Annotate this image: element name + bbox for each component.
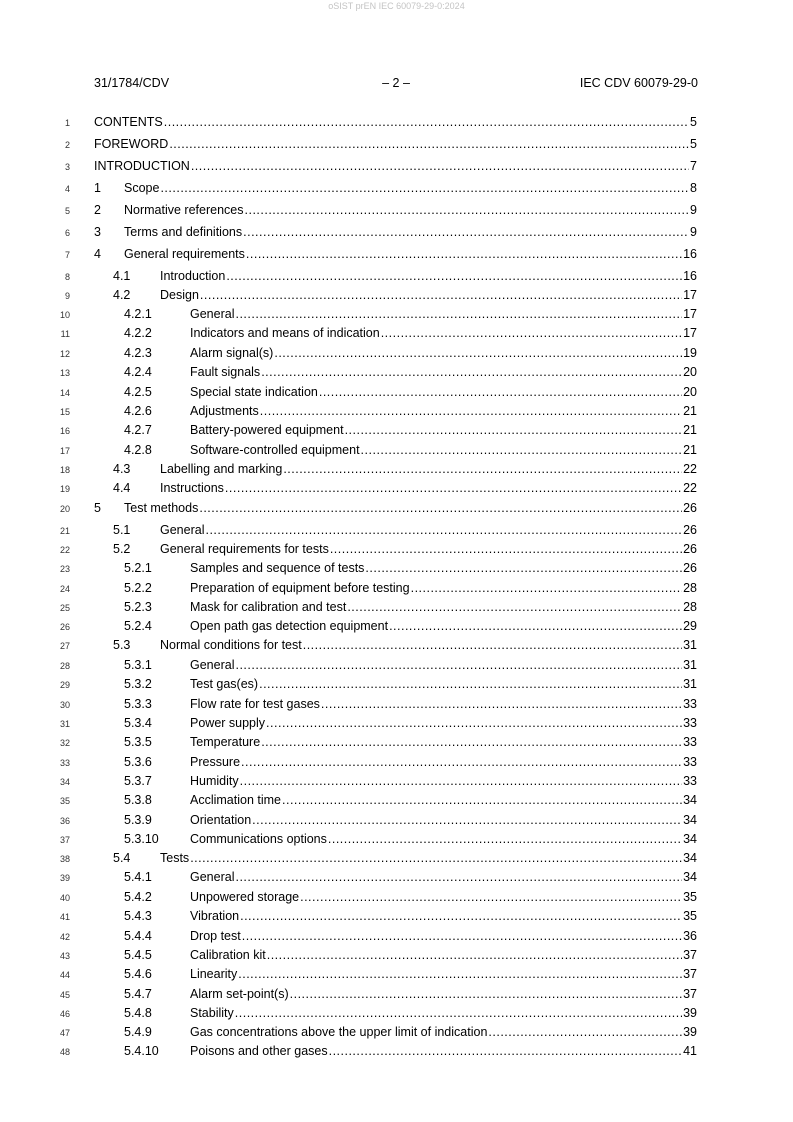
line-number: 26 — [59, 622, 70, 632]
toc-entry[interactable] — [0, 908, 793, 924]
toc-entry[interactable] — [0, 792, 793, 808]
line-number: 6 — [64, 228, 70, 238]
toc-entry[interactable] — [0, 850, 793, 866]
dot-leader — [260, 403, 682, 419]
dot-leader — [160, 180, 689, 196]
toc-entry[interactable] — [0, 986, 793, 1002]
dot-leader — [347, 599, 682, 615]
toc-entry[interactable] — [0, 500, 793, 516]
section-title: Instructions — [160, 481, 224, 495]
line-number: 30 — [59, 700, 70, 710]
toc-entry[interactable] — [0, 657, 793, 673]
page-reference: 31 — [683, 677, 697, 691]
section-number: 4.2.6 — [124, 404, 152, 418]
section-number: 4.2.7 — [124, 423, 152, 437]
dot-leader — [266, 715, 682, 731]
line-number: 28 — [59, 661, 70, 671]
section-title: Introduction — [160, 269, 226, 283]
section-title: Design — [160, 288, 199, 302]
line-number: 42 — [59, 932, 70, 942]
page-reference: 28 — [683, 600, 697, 614]
page-reference: 7 — [690, 159, 697, 173]
line-number: 31 — [59, 719, 70, 729]
toc-entry[interactable] — [0, 461, 793, 477]
dot-leader — [200, 287, 682, 303]
line-number: 41 — [59, 912, 70, 922]
toc-entry[interactable] — [0, 403, 793, 419]
section-title: Fault signals — [190, 365, 261, 379]
line-number: 18 — [59, 465, 70, 475]
page-reference: 26 — [683, 501, 697, 515]
line-number: 5 — [64, 206, 70, 216]
section-number: 5.4.7 — [124, 987, 152, 1001]
toc-entry[interactable] — [0, 773, 793, 789]
page-reference: 31 — [683, 658, 697, 672]
toc-entry[interactable] — [0, 715, 793, 731]
line-number: 44 — [59, 970, 70, 980]
section-title: Vibration — [190, 909, 240, 923]
toc-entry[interactable] — [0, 364, 793, 380]
section-number: 4.3 — [113, 462, 131, 476]
dot-leader — [240, 908, 682, 924]
section-number: 5.3.8 — [124, 793, 152, 807]
section-title: Flow rate for test gases — [190, 697, 320, 711]
page-reference: 37 — [683, 967, 697, 981]
dot-leader — [164, 114, 689, 130]
line-number: 15 — [59, 407, 70, 417]
toc-entry[interactable] — [0, 831, 793, 847]
dot-leader — [199, 500, 682, 516]
page-reference: 19 — [683, 346, 697, 360]
page-reference: 35 — [683, 909, 697, 923]
page-reference: 37 — [683, 948, 697, 962]
section-title: Terms and definitions — [124, 225, 243, 239]
section-number: 2 — [94, 203, 101, 217]
dot-leader — [226, 268, 682, 284]
section-number: 5.3.4 — [124, 716, 152, 730]
section-number: 5.3.10 — [124, 832, 159, 846]
section-title: Drop test — [190, 929, 241, 943]
section-title: Acclimation time — [190, 793, 281, 807]
dot-leader — [241, 754, 682, 770]
dot-leader — [259, 676, 682, 692]
toc-entry[interactable] — [0, 246, 793, 262]
toc-entry[interactable] — [0, 618, 793, 634]
section-title: Tests — [160, 851, 190, 865]
toc-entry[interactable] — [0, 422, 793, 438]
page-reference: 17 — [683, 307, 697, 321]
toc-entry[interactable] — [0, 180, 793, 196]
section-title: Scope — [124, 181, 160, 195]
page-reference: 26 — [683, 561, 697, 575]
section-number: 4.2.2 — [124, 326, 152, 340]
dot-leader — [190, 850, 682, 866]
toc-entry[interactable] — [0, 928, 793, 944]
line-number: 8 — [64, 272, 70, 282]
page-reference: 17 — [683, 326, 697, 340]
section-number: 5.4 — [113, 851, 131, 865]
toc-entry[interactable] — [0, 812, 793, 828]
line-number: 9 — [64, 291, 70, 301]
toc-entry[interactable] — [0, 442, 793, 458]
section-title: Humidity — [190, 774, 239, 788]
section-number: 4.2.5 — [124, 385, 152, 399]
dot-leader — [245, 202, 690, 218]
line-number: 25 — [59, 603, 70, 613]
line-number: 34 — [59, 777, 70, 787]
section-number: 5.2.2 — [124, 581, 152, 595]
section-title: Samples and sequence of tests — [190, 561, 365, 575]
section-number: 5.2.4 — [124, 619, 152, 633]
toc-entry[interactable] — [0, 268, 793, 284]
section-title: Indicators and means of indication — [190, 326, 380, 340]
page-reference: 37 — [683, 987, 697, 1001]
section-title: INTRODUCTION — [94, 159, 190, 173]
toc-entry[interactable] — [0, 676, 793, 692]
toc-entry[interactable] — [0, 696, 793, 712]
page-reference: 5 — [690, 137, 697, 151]
section-title: Software-controlled equipment — [190, 443, 360, 457]
section-title: Power supply — [190, 716, 266, 730]
page-reference: 39 — [683, 1006, 697, 1020]
section-number: 4 — [94, 247, 101, 261]
line-number: 37 — [59, 835, 70, 845]
section-title: General — [190, 870, 235, 884]
section-number: 5.4.1 — [124, 870, 152, 884]
toc-entry[interactable] — [0, 158, 793, 174]
section-number: 4.1 — [113, 269, 131, 283]
toc-entry[interactable] — [0, 384, 793, 400]
page-reference: 16 — [683, 247, 697, 261]
section-number: 5.3 — [113, 638, 131, 652]
section-number: 5.4.3 — [124, 909, 152, 923]
toc-entry[interactable] — [0, 287, 793, 303]
section-title: Pressure — [190, 755, 241, 769]
page-reference: 34 — [683, 851, 697, 865]
section-title: Test gas(es) — [190, 677, 259, 691]
section-title: General requirements — [124, 247, 245, 261]
section-number: 5.3.1 — [124, 658, 152, 672]
line-number: 29 — [59, 680, 70, 690]
section-title: Mask for calibration and test — [190, 600, 347, 614]
toc-entry[interactable] — [0, 345, 793, 361]
dot-leader — [488, 1024, 682, 1040]
line-number: 40 — [59, 893, 70, 903]
dot-leader — [365, 560, 682, 576]
section-number: 5.3.2 — [124, 677, 152, 691]
toc-entry[interactable] — [0, 541, 793, 557]
line-number: 35 — [59, 796, 70, 806]
toc-entry[interactable] — [0, 114, 793, 130]
dot-leader — [261, 364, 682, 380]
page-reference: 39 — [683, 1025, 697, 1039]
dot-leader — [274, 345, 682, 361]
section-title: Stability — [190, 1006, 234, 1020]
toc-entry[interactable] — [0, 1043, 793, 1059]
toc-entry[interactable] — [0, 869, 793, 885]
line-number: 21 — [59, 526, 70, 536]
dot-leader — [235, 1005, 682, 1021]
page-reference: 34 — [683, 793, 697, 807]
section-title: Communications options — [190, 832, 327, 846]
section-number: 5.2 — [113, 542, 131, 556]
section-title: Calibration kit — [190, 948, 266, 962]
section-title: Test methods — [124, 501, 199, 515]
section-number: 5.2.3 — [124, 600, 152, 614]
page-reference: 16 — [683, 269, 697, 283]
line-number: 22 — [59, 545, 70, 555]
line-number: 32 — [59, 738, 70, 748]
section-number: 5.3.6 — [124, 755, 152, 769]
dot-leader — [321, 696, 682, 712]
page-number: – 2 – — [382, 76, 410, 90]
page-reference: 28 — [683, 581, 697, 595]
section-title: Poisons and other gases — [190, 1044, 328, 1058]
toc-entry[interactable] — [0, 306, 793, 322]
section-title: Alarm set-point(s) — [190, 987, 289, 1001]
dot-leader — [389, 618, 682, 634]
section-number: 5.3.7 — [124, 774, 152, 788]
line-number: 10 — [59, 310, 70, 320]
line-number: 24 — [59, 584, 70, 594]
dot-leader — [243, 224, 689, 240]
section-title: Battery-powered equipment — [190, 423, 344, 437]
toc-entry[interactable] — [0, 966, 793, 982]
dot-leader — [246, 246, 682, 262]
section-title: Normal conditions for test — [160, 638, 302, 652]
line-number: 43 — [59, 951, 70, 961]
section-title: Orientation — [190, 813, 252, 827]
dot-leader — [267, 947, 682, 963]
section-title: Adjustments — [190, 404, 259, 418]
line-number: 11 — [60, 329, 70, 339]
line-number: 7 — [64, 250, 70, 260]
page-reference: 22 — [683, 462, 697, 476]
section-title: Special state indication — [190, 385, 318, 399]
section-title: Labelling and marking — [160, 462, 283, 476]
line-number: 12 — [59, 349, 70, 359]
dot-leader — [319, 384, 682, 400]
dot-leader — [411, 580, 683, 596]
section-title: Gas concentrations above the upper limit of indication — [190, 1025, 488, 1039]
dot-leader — [361, 442, 683, 458]
dot-leader — [345, 422, 683, 438]
line-number: 13 — [59, 368, 70, 378]
section-title: Alarm signal(s) — [190, 346, 274, 360]
line-number: 23 — [59, 564, 70, 574]
toc-entry[interactable] — [0, 325, 793, 341]
section-number: 5.4.10 — [124, 1044, 159, 1058]
page-reference: 20 — [683, 365, 697, 379]
line-number: 16 — [59, 426, 70, 436]
page-reference: 34 — [683, 832, 697, 846]
line-number: 48 — [59, 1047, 70, 1057]
standard-id: IEC CDV 60079-29-0 — [579, 76, 698, 90]
section-number: 4.2.4 — [124, 365, 152, 379]
dot-leader — [235, 869, 682, 885]
section-title: Linearity — [190, 967, 238, 981]
line-number: 38 — [59, 854, 70, 864]
dot-leader — [205, 522, 682, 538]
page-reference: 9 — [690, 203, 697, 217]
section-number: 5.4.5 — [124, 948, 152, 962]
line-number: 39 — [59, 873, 70, 883]
page-reference: 33 — [683, 716, 697, 730]
dot-leader — [235, 657, 682, 673]
section-number: 5.3.5 — [124, 735, 152, 749]
line-number: 27 — [59, 641, 70, 651]
toc-entry[interactable] — [0, 580, 793, 596]
section-number: 4.2.3 — [124, 346, 152, 360]
page-reference: 26 — [683, 523, 697, 537]
toc-entry[interactable] — [0, 202, 793, 218]
section-number: 4.2.1 — [124, 307, 152, 321]
section-number: 5.4.2 — [124, 890, 152, 904]
dot-leader — [169, 136, 689, 152]
dot-leader — [300, 889, 682, 905]
toc-entry[interactable] — [0, 1005, 793, 1021]
line-number: 4 — [64, 184, 70, 194]
dot-leader — [225, 480, 682, 496]
section-title: FOREWORD — [94, 137, 169, 151]
section-number: 5.4.8 — [124, 1006, 152, 1020]
section-number: 5.2.1 — [124, 561, 152, 575]
toc-entry[interactable] — [0, 599, 793, 615]
page-reference: 34 — [683, 870, 697, 884]
section-number: 4.4 — [113, 481, 131, 495]
dot-leader — [381, 325, 682, 341]
watermark: oSIST prEN IEC 60079-29-0:2024 — [328, 1, 465, 11]
page-reference: 5 — [690, 115, 697, 129]
section-title: Open path gas detection equipment — [190, 619, 389, 633]
page-reference: 36 — [683, 929, 697, 943]
section-number: 5.4.6 — [124, 967, 152, 981]
line-number: 1 — [64, 118, 70, 128]
toc-entry[interactable] — [0, 637, 793, 653]
toc-entry[interactable] — [0, 754, 793, 770]
dot-leader — [290, 986, 682, 1002]
section-title: General — [190, 307, 235, 321]
page-reference: 33 — [683, 735, 697, 749]
dot-leader — [330, 541, 682, 557]
document-reference: 31/1784/CDV — [94, 76, 170, 90]
toc-entry[interactable] — [0, 1024, 793, 1040]
page-reference: 21 — [683, 404, 697, 418]
page-reference: 35 — [683, 890, 697, 904]
section-number: 4.2 — [113, 288, 131, 302]
page-reference: 34 — [683, 813, 697, 827]
section-number: 5.4.4 — [124, 929, 152, 943]
section-number: 5.1 — [113, 523, 131, 537]
section-title: Unpowered storage — [190, 890, 300, 904]
dot-leader — [235, 306, 682, 322]
page-reference: 41 — [683, 1044, 697, 1058]
dot-leader — [282, 792, 682, 808]
toc-entry[interactable] — [0, 522, 793, 538]
section-title: Normative references — [124, 203, 244, 217]
page-reference: 26 — [683, 542, 697, 556]
page-reference: 33 — [683, 755, 697, 769]
dot-leader — [240, 773, 682, 789]
toc-entry[interactable] — [0, 889, 793, 905]
section-title: General — [160, 523, 205, 537]
section-title: Temperature — [190, 735, 261, 749]
toc-entry[interactable] — [0, 480, 793, 496]
section-number: 3 — [94, 225, 101, 239]
toc-entry[interactable] — [0, 947, 793, 963]
line-number: 20 — [59, 504, 70, 514]
toc-entry[interactable] — [0, 560, 793, 576]
line-number: 19 — [59, 484, 70, 494]
page-reference: 33 — [683, 697, 697, 711]
page-reference: 20 — [683, 385, 697, 399]
section-number: 5.3.9 — [124, 813, 152, 827]
dot-leader — [329, 1043, 683, 1059]
line-number: 17 — [59, 446, 70, 456]
section-title: General — [190, 658, 235, 672]
page-reference: 17 — [683, 288, 697, 302]
line-number: 46 — [59, 1009, 70, 1019]
line-number: 2 — [64, 140, 70, 150]
page-reference: 29 — [683, 619, 697, 633]
page-reference: 33 — [683, 774, 697, 788]
line-number: 14 — [59, 388, 70, 398]
dot-leader — [191, 158, 689, 174]
line-number: 36 — [59, 816, 70, 826]
section-title: Preparation of equipment before testing — [190, 581, 410, 595]
section-number: 5.3.3 — [124, 697, 152, 711]
dot-leader — [238, 966, 682, 982]
dot-leader — [261, 734, 682, 750]
section-number: 4.2.8 — [124, 443, 152, 457]
page-reference: 21 — [683, 443, 697, 457]
page-reference: 9 — [690, 225, 697, 239]
section-number: 1 — [94, 181, 101, 195]
page-reference: 21 — [683, 423, 697, 437]
dot-leader — [303, 637, 682, 653]
line-number: 45 — [59, 990, 70, 1000]
dot-leader — [283, 461, 682, 477]
toc-entry[interactable] — [0, 224, 793, 240]
dot-leader — [252, 812, 682, 828]
line-number: 33 — [59, 758, 70, 768]
toc-entry[interactable] — [0, 136, 793, 152]
section-number: 5 — [94, 501, 101, 515]
dot-leader — [242, 928, 682, 944]
page-reference: 22 — [683, 481, 697, 495]
section-title: CONTENTS — [94, 115, 163, 129]
line-number: 3 — [64, 162, 70, 172]
page-reference: 8 — [690, 181, 697, 195]
line-number: 47 — [59, 1028, 70, 1038]
dot-leader — [328, 831, 682, 847]
section-number: 5.4.9 — [124, 1025, 152, 1039]
section-title: General requirements for tests — [160, 542, 329, 556]
page-reference: 31 — [683, 638, 697, 652]
toc-entry[interactable] — [0, 734, 793, 750]
